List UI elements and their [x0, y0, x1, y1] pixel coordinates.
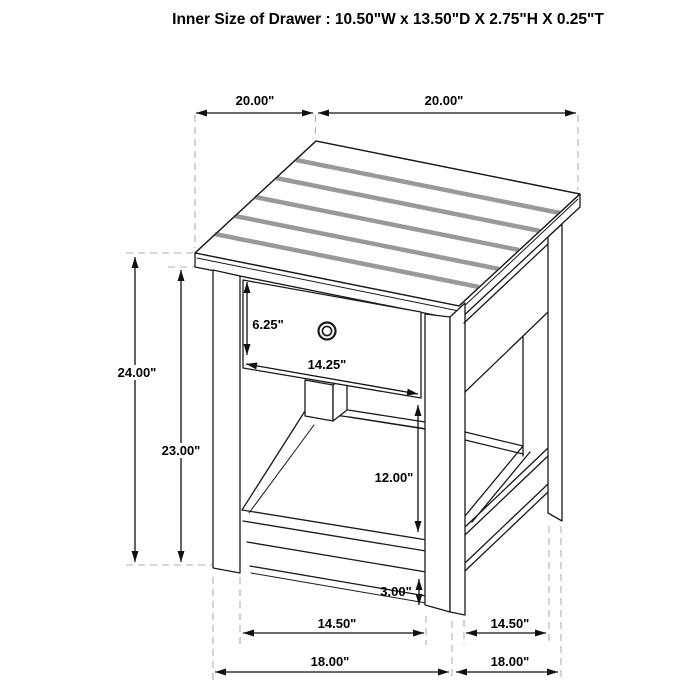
side-shelf-rail-top-line — [465, 448, 548, 527]
front-right-leg — [425, 303, 465, 615]
dim-label-drawer-width: 14.25" — [307, 357, 347, 372]
side-apron-bottom-line — [465, 312, 548, 392]
dim-label-shelf-to-floor: 3.00" — [380, 584, 412, 599]
dim-label-front-legs-inner: 14.50" — [317, 616, 357, 631]
dim-label-top-depth-right: 20.00" — [424, 93, 464, 108]
dim-label-top-width-left: 20.00" — [235, 93, 275, 108]
dim-label-side-legs-inner: 14.50" — [490, 616, 530, 631]
lower-shelf-interior — [242, 374, 427, 540]
interior-rail-bottom-line — [465, 440, 523, 454]
dim-label-front-width-outer: 18.00" — [310, 654, 350, 669]
dim-label-drawer-height: 6.25" — [252, 317, 284, 332]
front-right-leg-front — [425, 314, 450, 612]
front-right-leg-side — [450, 303, 465, 615]
figure-title: Inner Size of Drawer : 10.50"W x 13.50"D X 2.75"H X 0.25"T — [172, 11, 604, 28]
front-left-leg — [213, 270, 240, 573]
back-right-leg — [548, 224, 562, 521]
interior-rail-top-line — [465, 432, 523, 446]
shelf-back-edge-line — [465, 446, 523, 516]
dim-label-drawer-to-shelf: 12.00" — [374, 470, 414, 485]
dim-label-overall-height: 24.00" — [117, 365, 157, 380]
dim-label-side-depth-outer: 18.00" — [490, 654, 530, 669]
dim-label-undertop-height: 23.00" — [161, 443, 201, 458]
side-stretcher-bottom-line — [465, 492, 548, 571]
back-left-leg-front — [305, 380, 333, 421]
end-table-drawing — [195, 141, 580, 615]
